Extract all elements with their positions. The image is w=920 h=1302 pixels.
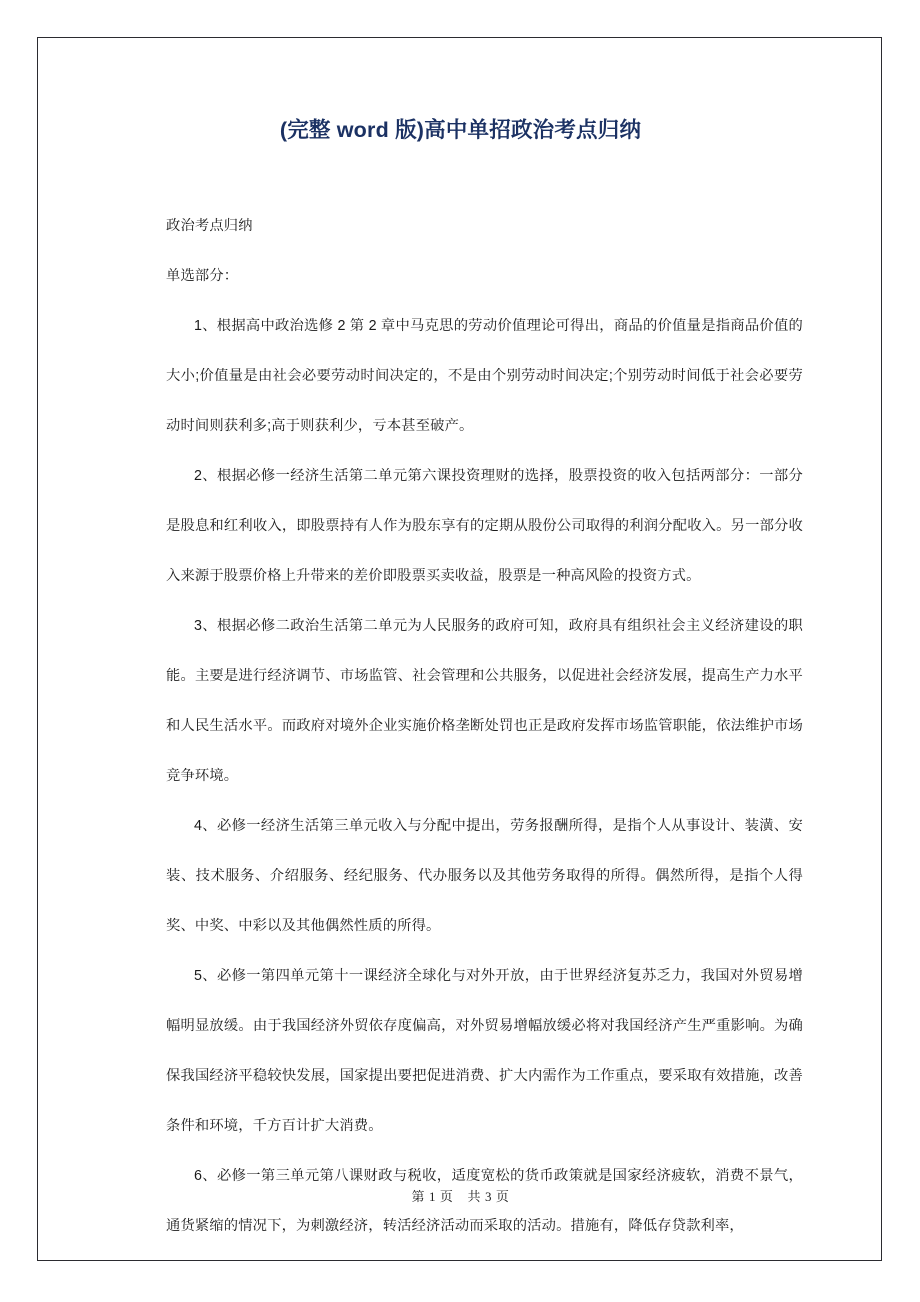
- paragraph-item-3: 3、根据必修二政治生活第二单元为人民服务的政府可知，政府具有组织社会主义经济建设的职能。主要是进行经济调节、市场监管、社会管理和公共服务，以促进社会经济发展，提高生产力水平和人民生活水平。而政府对境外企业实施价格垄断处罚也正是政府发挥市场监管职能，依法维护市场竞争环境。: [166, 618, 803, 784]
- page-title: (完整 word 版)高中单招政治考点归纳: [279, 118, 642, 142]
- paragraph-item-6: 6、必修一第三单元第八课财政与税收，适度宽松的货币政策就是国家经济疲软，消费不景气，通货紧缩的情况下，为刺激经济，转活经济活动而采取的活动。措施有，降低存贷款利率，: [166, 1168, 803, 1234]
- footer-total-pages: 共 3 页: [467, 1189, 510, 1204]
- section-label-single-choice: 单选部分：: [166, 268, 239, 284]
- page-footer: [38, 1186, 883, 1205]
- body-heading: 政治考点归纳: [166, 218, 253, 234]
- paragraph-item-4: 4、必修一经济生活第三单元收入与分配中提出，劳务报酬所得，是指个人从事设计、装潢、安装、技术服务、介绍服务、经纪服务、代办服务以及其他劳务取得的所得。偶然所得，是指个人得奖、中奖、中彩以及其他偶然性质的所得。: [166, 818, 803, 934]
- page-frame: [37, 37, 882, 1261]
- document-body: [166, 201, 803, 1251]
- paragraph-item-5: 5、必修一第四单元第十一课经济全球化与对外开放，由于世界经济复苏乏力，我国对外贸易增幅明显放缓。由于我国经济外贸依存度偏高，对外贸易增幅放缓必将对我国经济产生严重影响。为确保我国经济平稳较快发展，国家提出要把促进消费、扩大内需作为工作重点，要采取有效措施，改善条件和环境，千方百计扩大消费。: [166, 968, 803, 1134]
- page-content-area: [38, 38, 883, 1262]
- paragraph-item-2: 2、根据必修一经济生活第二单元第六课投资理财的选择，股票投资的收入包括两部分：一部分是股息和红利收入，即股票持有人作为股东享有的定期从股份公司取得的利润分配收入。另一部分收入来源于股票价格上升带来的差价即股票买卖收益，股票是一种高风险的投资方式。: [166, 468, 803, 584]
- paragraph-item-1: 1、根据高中政治选修 2 第 2 章中马克思的劳动价值理论可得出，商品的价值量是指商品价值的大小;价值量是由社会必要劳动时间决定的，不是由个别劳动时间决定;个别劳动时间低于社会必要劳动时间则获利多;高于则获利少，亏本甚至破产。: [166, 318, 803, 434]
- footer-current-page: 第 1 页: [411, 1189, 454, 1204]
